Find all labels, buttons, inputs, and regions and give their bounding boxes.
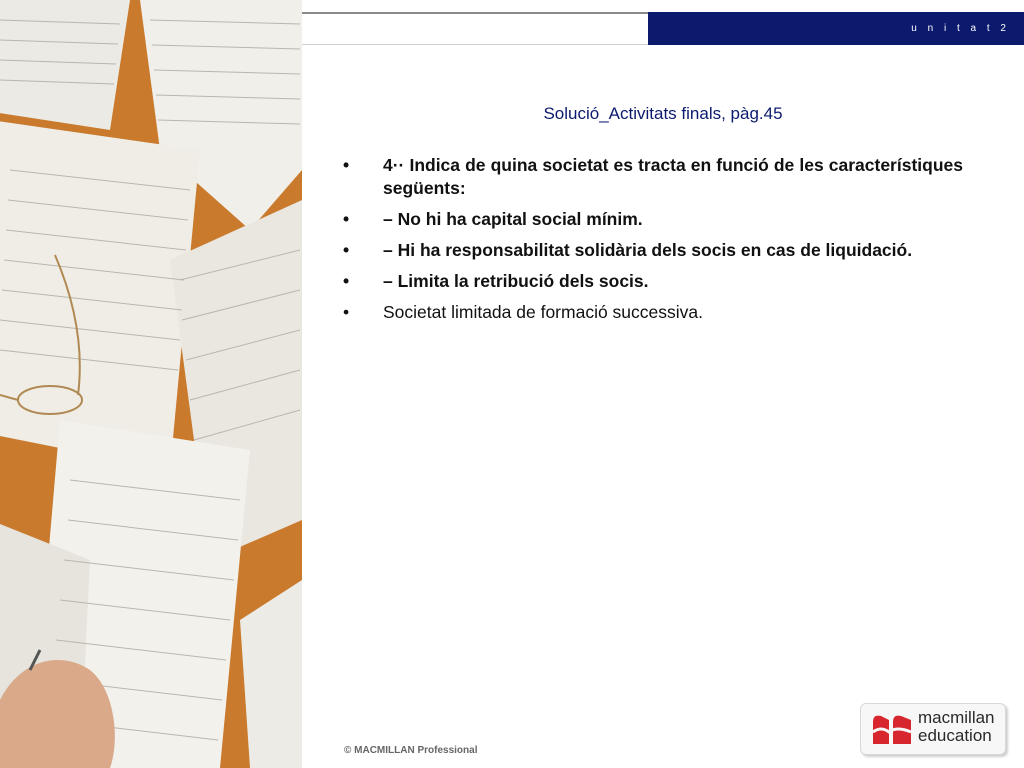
- tax-forms-photo: [0, 0, 302, 768]
- bullet-text: – Hi ha responsabilitat solidària dels socis en cas de liquidació.: [383, 240, 913, 260]
- bullet-dot: •: [343, 209, 350, 229]
- copyright-notice: © MACMILLAN Professional: [344, 745, 478, 756]
- bullet-item: [343, 301, 963, 324]
- bullet-text: – Limita la retribució dels socis.: [383, 271, 649, 291]
- bullet-dot: •: [343, 271, 350, 291]
- bullet-item: [343, 154, 963, 200]
- bullet-item: [343, 270, 963, 293]
- unit-label: u n i t a t 2: [911, 23, 1010, 34]
- logo-line-1: macmillan: [918, 708, 995, 727]
- bullet-text: 4·· Indica de quina societat es tracta en funció de les característiques següents:: [383, 155, 963, 198]
- logo-wordmark: [918, 709, 995, 745]
- slide-title: Solució_Activitats finals, pàg.45: [543, 104, 783, 123]
- bullet-item: [343, 239, 963, 262]
- bullet-text: Societat limitada de formació successiva.: [383, 302, 703, 322]
- unit-banner: [648, 12, 1024, 45]
- header-rule: [302, 12, 648, 45]
- bullet-list: [343, 154, 963, 332]
- logo-line-2: education: [918, 726, 992, 745]
- decorative-photo: [0, 0, 302, 768]
- bullet-item: [343, 208, 963, 231]
- macmillan-mark-icon: [871, 712, 913, 746]
- bullet-dot: •: [343, 240, 350, 260]
- macmillan-logo: [860, 703, 1006, 755]
- bullet-dot: •: [343, 302, 350, 322]
- bullet-dot: •: [343, 155, 350, 175]
- bullet-text: – No hi ha capital social mínim.: [383, 209, 643, 229]
